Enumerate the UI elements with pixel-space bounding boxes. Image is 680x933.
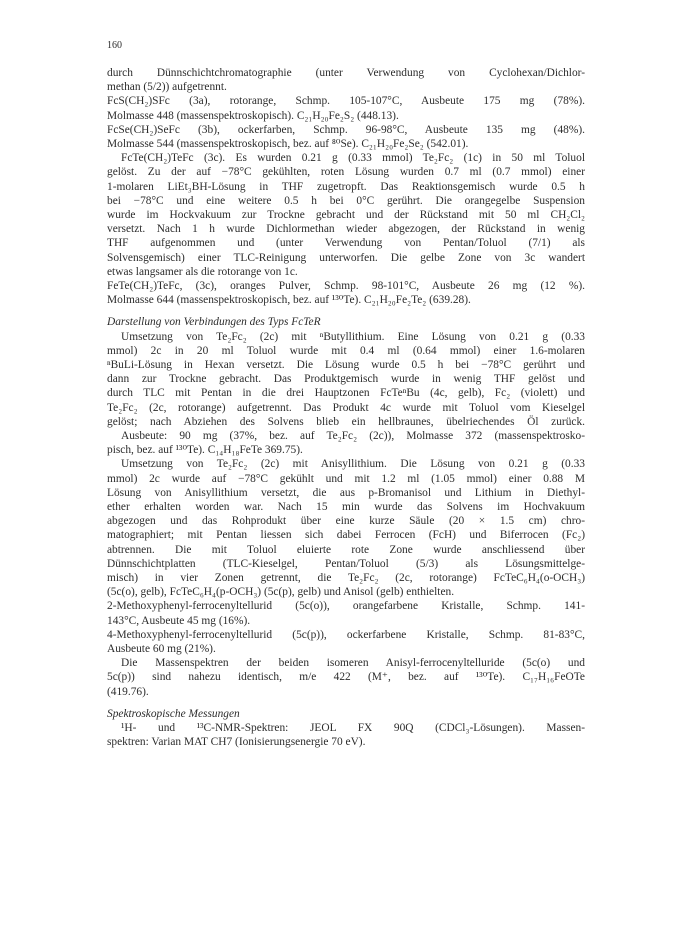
text-line: FcTe(CH₂)TeFc (3c). Es wurden 0.21 g (0.33 mmol) Te₂Fc₂ (1c) in 50 ml Toluol: [121, 152, 585, 165]
text-line: misch) in vier Zonen getrennt, die Te₂Fc₂ (2c, rotorange) FcTeC₆H₄(o-OCH₃): [107, 572, 585, 584]
text-line: Ausbeute 60 mg (21%).: [107, 643, 216, 655]
text-line: 4-Methoxyphenyl-ferrocenyltellurid (5c(p)), ockerfarbene Kristalle, Schmp. 81-83°C,: [107, 628, 585, 641]
text-line: THF aufgenommen und (unter Verwendung von Pentan/Toluol (7/1) als: [107, 237, 585, 250]
text-line: FeTe(CH₂)TeFc, (3c), oranges Pulver, Schmp. 98-101°C, Ausbeute 26 mg (12 %).: [107, 280, 585, 292]
text-line: 2-Methoxyphenyl-ferrocenyltellurid (5c(o)), orangefarbene Kristalle, Schmp. 141-: [107, 600, 585, 613]
text-line: pisch, bez. auf ¹³⁰Te). C₁₄H₁₈FeTe 369.75).: [107, 444, 303, 457]
text-line: (5c(o), gelb), FcTeC₆H₄(p-OCH₃) (5c(p), gelb) und Anisol (gelb) enthielten.: [107, 586, 455, 599]
text-line: Te₂Fc₂ (2c, rotorange) aufgetrennt. Das Produkt 4c wurde mit Toluol vom Kieselgel: [107, 401, 585, 414]
text-line: FcS(CH₂)SFc (3a), rotorange, Schmp. 105-107°C, Ausbeute 175 mg (78%).: [107, 95, 585, 108]
text-line: Dünnschichtplatten (TLC-Kieselgel, Pentan/Toluol (5/3) als Lösungsmittelge-: [107, 557, 585, 570]
text-line: Umsetzung von Te₂Fc₂ (2c) mit ⁿButyllithium. Eine Lösung von 0.21 g (0.33: [121, 330, 585, 343]
text-line: abtrennen. Die mit Toluol eluierte rote Zone wurde anschliessend über: [107, 543, 585, 556]
text-line: mmol) 2c wurde auf −78°C gekühlt und mit 1.2 ml (1.05 mmol) einer 0.88 M: [107, 472, 585, 485]
section-heading: Darstellung von Verbindungen des Typs FcTeR: [107, 316, 321, 329]
text-line: Die Massenspektren der beiden isomeren Anisyl-ferrocenyltelluride (5c(o) und: [121, 657, 585, 670]
text-line: 5c(p)) sind nahezu identisch, m/e 422 (M⁺, bez. auf ¹³⁰Te). C₁₇H₁₆FeOTe: [107, 671, 585, 684]
text-line: Solvensgemisch) einer TLC-Reinigung unterworfen. Die gelbe Zone von 3c wandert: [107, 251, 585, 264]
text-line: gelöst; nach Abziehen des Solvens blieb ein hellbraunes, übelriechendes Öl zurück.: [107, 415, 585, 428]
text-line: Umsetzung von Te₂Fc₂ (2c) mit Anisyllithium. Die Lösung von 0.21 g (0.33: [121, 458, 585, 471]
text-line: Molmasse 448 (massenspektroskopisch). C₂₁H₂₀Fe₂S₂ (448.13).: [107, 109, 399, 122]
text-line: ¹H- und ¹³C-NMR-Spektren: JEOL FX 90Q (CDCl₃-Lösungen). Massen-: [121, 722, 585, 734]
page-number: 160: [107, 40, 122, 51]
text-line: abgezogen und das Rohprodukt über eine kurze Säule (20 × 1.5 cm) chro-: [107, 515, 585, 528]
text-line: methan (5/2)) aufgetrennt.: [107, 81, 227, 94]
text-line: Molmasse 544 (massenspektroskopisch, bez. auf ⁸⁰Se). C₂₁H₂₀Fe₂Se₂ (542.01).: [107, 138, 469, 150]
text-line: Lösung von Anisyllithium versetzt, die aus p-Bromanisol und Lithium in Diethyl-: [107, 486, 585, 499]
text-line: ether erhalten worden war. Nach 15 min wurde das Solvens im Hochvakuum: [107, 501, 585, 513]
text-line: spektren: Varian MAT CH7 (Ionisierungsenergie 70 eV).: [107, 736, 366, 749]
text-line: gelöst. Zu der auf −78°C gekühlten, roten Lösung wurden 0.7 ml (0.7 mmol) einer: [107, 166, 585, 179]
text-line: dann zur Trockne gebracht. Das Produktgemisch wurde in wenig THF gelöst und: [107, 373, 585, 386]
text-line: wurde im Hockvakuum zur Trockne gebracht und der Rückstand mit 50 ml CH₂Cl₂: [107, 209, 585, 221]
text-line: durch Dünnschichtchromatographie (unter Verwendung von Cyclohexan/Dichlor-: [107, 67, 585, 79]
text-line: bei −78°C und eine weitere 0.5 h bei 0°C gerührt. Die orangegelbe Suspension: [107, 194, 585, 207]
section-heading: Spektroskopische Messungen: [107, 707, 240, 720]
text-line: FcSe(CH₂)SeFc (3b), ockerfarben, Schmp. 96-98°C, Ausbeute 135 mg (48%).: [107, 123, 585, 136]
text-line: (419.76).: [107, 685, 149, 698]
text-line: 1-molaren LiEt₃BH-Lösung in THF zugetropft. Das Reaktionsgemisch wurde 0.5 h: [107, 180, 585, 193]
text-line: mmol) 2c in 20 ml Toluol wurde mit 0.4 ml (0.64 mmol) einer 1.6-molaren: [107, 344, 585, 357]
text-line: 143°C, Ausbeute 45 mg (16%).: [107, 614, 251, 627]
text-line: etwas langsamer als die rotorange von 1c.: [107, 265, 298, 278]
text-line: versetzt. Nach 1 h wurde Dichlormethan wieder abgezogen, der Rückstand in wenig: [107, 223, 585, 236]
text-line: durch TLC mit Pentan in die drei Hauptzonen FcTeⁿBu (4c, gelb), Fc₂ (violett) und: [107, 387, 585, 400]
text-line: Ausbeute: 90 mg (37%, bez. auf Te₂Fc₂ (2c)), Molmasse 372 (massenspektrosko-: [121, 430, 585, 442]
text-line: Molmasse 644 (massenspektroskopisch, bez. auf ¹³⁰Te). C₂₁H₂₀Fe₂Te₂ (639.28).: [107, 294, 471, 307]
text-line: matographiert; mit Pentan liessen sich dabei Ferrocen (FcH) und Biferrocen (Fc₂): [107, 529, 585, 542]
text-line: ⁿBuLi-Lösung in Hexan versetzt. Die Lösung wurde 0.5 h bei −78°C gerührt und: [107, 359, 585, 371]
